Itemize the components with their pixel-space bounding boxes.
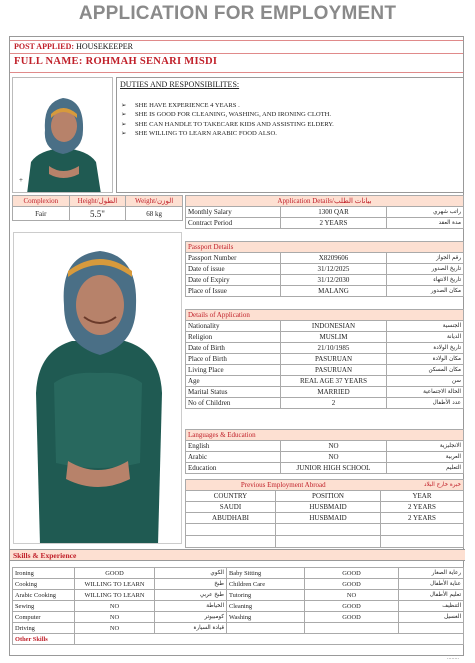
table-row: Cooking WILLING TO LEARN طبخ Children Care GOOD عناية الأطفال <box>13 579 464 590</box>
expiry-date-arabic: تاريخ الانتهاء <box>387 275 464 286</box>
expiry-date-value: 31/12/2030 <box>281 275 387 286</box>
application-details-title: Application Details/بيانات الطلب <box>186 196 464 207</box>
list-item: ➢ SHE HAVE EXPERIENCE 4 YEARS . <box>121 102 240 109</box>
arabic-value: NO <box>281 452 387 463</box>
applicant-portrait-small <box>13 78 113 193</box>
previous-employment-title-arabic: خبرة خارج البلاد <box>381 480 464 491</box>
living-place-arabic: مكان المسكن <box>387 365 464 376</box>
contract-arabic: مدة العقد <box>387 218 464 229</box>
duties-panel <box>116 77 464 193</box>
languages-table <box>185 429 464 474</box>
nationality-arabic: الجنسية <box>387 321 464 332</box>
list-item: ➢ SHE CAN HANDLE TO TAKECARE KIDS AND ASSISTING ELDERY. <box>121 120 334 128</box>
english-arabic: الانجليزية <box>387 441 464 452</box>
post-applied-value: HOUSEKEEPER <box>76 42 133 51</box>
duties-heading: DUTIES AND RESPONSIBILITES: <box>120 80 240 89</box>
bullet-icon: ➢ <box>121 111 127 119</box>
divider <box>10 72 463 73</box>
education-value: JUNIOR HIGH SCHOOL <box>281 463 387 474</box>
complexion-value: Fair <box>13 207 70 221</box>
bullet-icon: ➢ <box>121 102 127 109</box>
passport-number-value: X8209606 <box>281 253 387 264</box>
post-applied <box>14 42 133 51</box>
divider <box>10 40 463 41</box>
birth-date-label: Date of Birth <box>186 343 281 354</box>
issue-place-label: Place of Issue <box>186 286 281 297</box>
birth-date-value: 21/10/1985 <box>281 343 387 354</box>
full-name <box>14 56 217 67</box>
age-label: Age <box>186 376 281 387</box>
table-row: SAUDI HUSBMAID 2 YEARS <box>186 502 464 513</box>
year-header: YEAR <box>381 491 464 502</box>
religion-label: Religion <box>186 332 281 343</box>
complexion-header: Complexion <box>13 196 70 207</box>
bullet-icon: ➢ <box>121 120 127 128</box>
living-place-value: PASURUAN <box>281 365 387 376</box>
salary-arabic: راتب شهري <box>387 207 464 218</box>
children-arabic: عدد الأطفال <box>387 398 464 409</box>
expiry-date-label: Date of Expiry <box>186 275 281 286</box>
passport-number-label: Passport Number <box>186 253 281 264</box>
table-row: Arabic Cooking WILLING TO LEARN طبخ عربي Tutoring NO تعليم الأطفال <box>13 590 464 601</box>
marital-status-value: MARRIED <box>281 387 387 398</box>
other-skills-value <box>75 634 464 645</box>
full-name-value: ROHMAH SENARI MISDI <box>85 56 218 67</box>
weight-value: 68 kg <box>126 207 183 221</box>
details-title: Details of Application <box>186 310 464 321</box>
passport-title: Passport Details <box>186 242 464 253</box>
children-value: 2 <box>281 398 387 409</box>
divider <box>10 53 463 54</box>
post-applied-label: POST APPLIED: <box>14 42 75 51</box>
duties-list <box>121 101 463 139</box>
salary-label: Monthly Salary <box>186 207 281 218</box>
application-form <box>9 36 464 661</box>
living-place-label: Living Place <box>186 365 281 376</box>
height-value: 5.5" <box>69 207 126 221</box>
table-row <box>13 634 464 645</box>
list-item: ➢ SHE IS GOOD FOR CLEANING, WASHING, AND IRONING CLOTH. <box>121 111 332 119</box>
details-table <box>185 309 464 409</box>
children-label: No of Children <box>186 398 281 409</box>
contract-value: 2 YEARS <box>281 218 387 229</box>
issue-date-value: 31/12/2025 <box>281 264 387 275</box>
english-value: NO <box>281 441 387 452</box>
table-row: Driving NO قيادة السيارة <box>13 623 464 634</box>
application-details-table <box>185 195 464 229</box>
birth-place-value: PASURUAN <box>281 354 387 365</box>
table-row: ABUDHABI HUSBMAID 2 YEARS <box>186 513 464 524</box>
contract-label: Contract Period <box>186 218 281 229</box>
table-row: Ironing GOOD الكوي Baby Sitting GOOD رعاية الصغار <box>13 568 464 579</box>
arabic-label: Arabic <box>186 452 281 463</box>
religion-value: MUSLIM <box>281 332 387 343</box>
applicant-portrait-full <box>14 233 182 544</box>
table-row: Computer NO كومبيوتر Washing GOOD الغسيل <box>13 612 464 623</box>
skills-table <box>12 567 464 645</box>
full-body-photo <box>13 232 182 544</box>
nationality-label: Nationality <box>186 321 281 332</box>
passport-photo <box>12 77 113 193</box>
marital-status-arabic: الحالة الاجتماعية <box>387 387 464 398</box>
passport-table <box>185 241 464 297</box>
nationality-value: INDONESIAN <box>281 321 387 332</box>
list-item: ➢ SHE WILLING TO LEARN ARABIC FOOD ALSO. <box>121 130 277 138</box>
physical-table <box>12 195 183 221</box>
full-name-label: FULL NAME: <box>14 56 83 67</box>
issue-date-arabic: تاريخ الصدور <box>387 264 464 275</box>
religion-arabic: الديانة <box>387 332 464 343</box>
age-arabic: سن <box>387 376 464 387</box>
issue-place-arabic: مكان الصدور <box>387 286 464 297</box>
previous-employment-table <box>185 479 464 548</box>
marital-status-label: Marital Status <box>186 387 281 398</box>
arabic-arabic: العربية <box>387 452 464 463</box>
footer-mark: ........ <box>447 655 459 661</box>
birth-date-arabic: تاريخ الولادة <box>387 343 464 354</box>
education-label: Education <box>186 463 281 474</box>
previous-employment-title: Previous Employment Abroad <box>186 480 381 491</box>
page-title: APPLICATION FOR EMPLOYMENT <box>78 3 397 24</box>
table-row <box>186 536 464 548</box>
other-skills-label: Other Skills <box>13 634 75 645</box>
education-arabic: التعليم <box>387 463 464 474</box>
age-value: REAL AGE 37 YEARS <box>281 376 387 387</box>
english-label: English <box>186 441 281 452</box>
salary-value: 1300 QAR <box>281 207 387 218</box>
position-header: POSITION <box>276 491 381 502</box>
languages-title: Languages & Education <box>186 430 464 441</box>
height-header: Height/الطول <box>69 196 126 207</box>
table-row <box>186 524 464 536</box>
birth-place-label: Place of Birth <box>186 354 281 365</box>
table-row: Sewing NO الخياطة Cleaning GOOD التنظيف <box>13 601 464 612</box>
bullet-icon: ➢ <box>121 130 127 138</box>
weight-header: Weight/الوزن <box>126 196 183 207</box>
issue-date-label: Date of issue <box>186 264 281 275</box>
passport-number-arabic: رقم الجواز <box>387 253 464 264</box>
country-header: COUNTRY <box>186 491 276 502</box>
photo-mark: + <box>19 176 23 184</box>
issue-place-value: MALANG <box>281 286 387 297</box>
birth-place-arabic: مكان الولادة <box>387 354 464 365</box>
skills-title: Skills & Experience <box>10 549 465 561</box>
